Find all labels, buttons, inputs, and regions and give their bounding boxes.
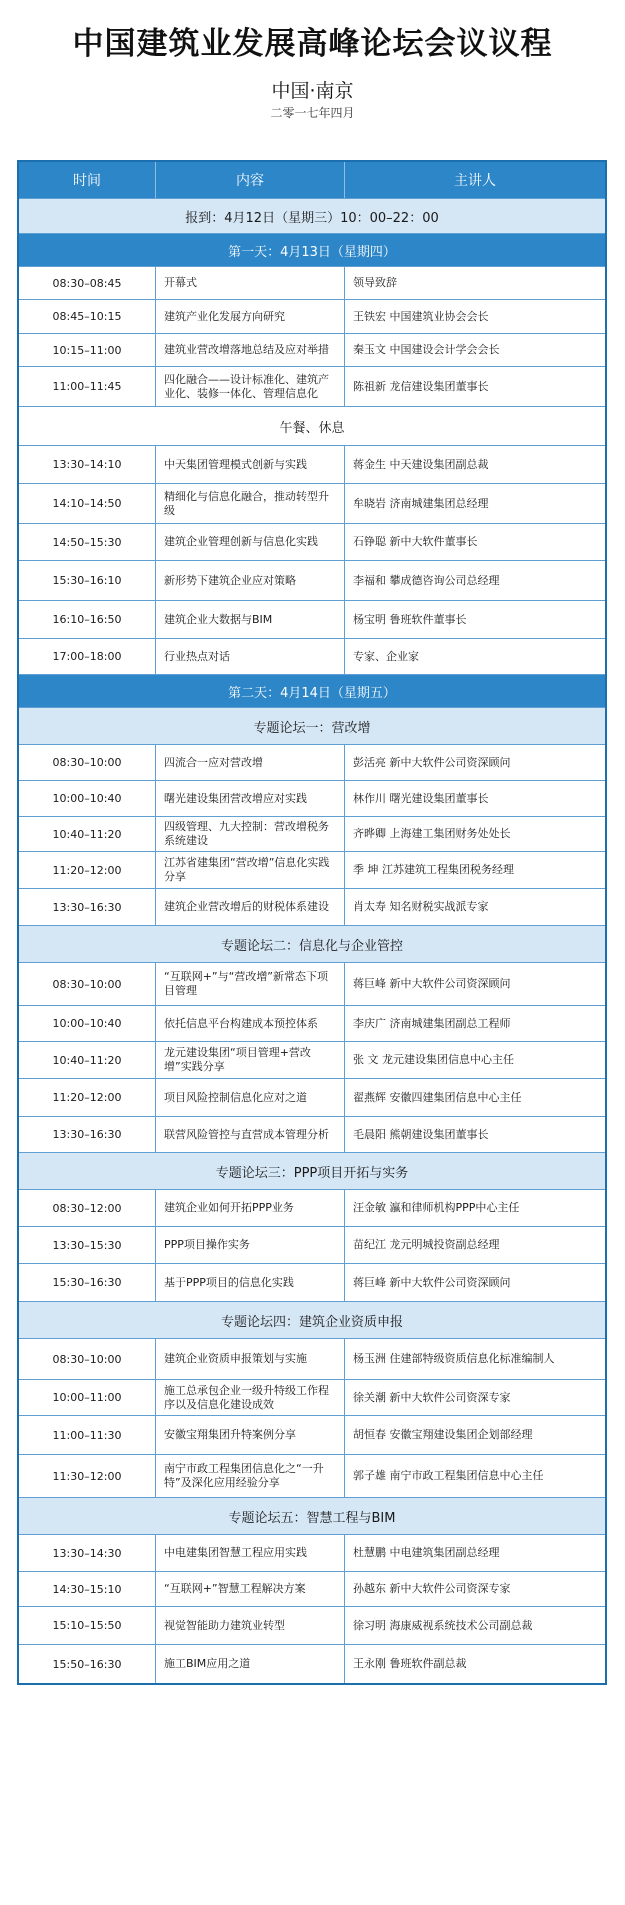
- session-speaker: 杨宝明 鲁班软件董事长: [353, 612, 467, 626]
- table-row: [19, 1338, 605, 1379]
- session-speaker: 张 文 龙元建设集团信息中心主任: [353, 1053, 514, 1066]
- registration-band: 报到：4月12日（星期三）10：00–22：00: [19, 198, 605, 233]
- table-row: [19, 1116, 605, 1152]
- column-header-content: 内容: [156, 162, 345, 198]
- session-speaker: 徐关潮 新中大软件公司资深专家: [353, 1390, 511, 1404]
- session-speaker: 郭子雄 南宁市政工程集团信息中心主任: [353, 1469, 544, 1482]
- session-time: 13:30–16:30: [19, 1117, 156, 1152]
- session-topic: PPP项目操作实务: [156, 1227, 345, 1263]
- session-time: 08:30–12:00: [19, 1190, 156, 1226]
- session-time: 08:45–10:15: [19, 300, 156, 333]
- session-topic: 江苏省建集团“营改增”信息化实践分享: [156, 852, 345, 888]
- table-row: [19, 1041, 605, 1078]
- session-topic: 四化融合——设计标准化、建筑产业化、装修一体化、管理信息化: [156, 367, 345, 406]
- lunch-break-band: 午餐、休息: [19, 406, 605, 445]
- session-speaker: 肖太寿 知名财税实战派专家: [353, 900, 489, 913]
- session-speaker: 领导致辞: [353, 276, 397, 289]
- session-topic: 精细化与信息化融合，推动转型升级: [156, 484, 345, 523]
- session-time: 15:30–16:30: [19, 1264, 156, 1301]
- session-time: 11:00–11:45: [19, 367, 156, 406]
- session-time: 11:20–12:00: [19, 1079, 156, 1116]
- table-row: [19, 523, 605, 560]
- table-row: [19, 266, 605, 299]
- session-speaker: 汪金敏 瀛和律师机构PPP中心主任: [353, 1201, 520, 1214]
- session-time: 14:30–15:10: [19, 1572, 156, 1606]
- session-topic: 建筑企业管理创新与信息化实践: [156, 524, 345, 560]
- session-topic: 依托信息平台构建成本预控体系: [156, 1006, 345, 1041]
- table-row: [19, 1226, 605, 1263]
- date-subtitle: 二零一七年四月: [270, 106, 355, 120]
- table-row: [19, 638, 605, 674]
- day-two-band: 第二天：4月14日（星期五）: [19, 674, 605, 707]
- session-time: 11:00–11:30: [19, 1416, 156, 1454]
- table-row: [19, 483, 605, 523]
- session-topic: 建筑业营改增落地总结及应对举措: [156, 334, 345, 366]
- session-speaker: 牟晓岩 济南城建集团总经理: [353, 496, 489, 510]
- session-speaker: 石铮聪 新中大软件董事长: [353, 535, 478, 548]
- session-time: 15:10–15:50: [19, 1607, 156, 1644]
- session-topic: 安徽宝翔集团升特案例分享: [156, 1416, 345, 1454]
- session-time: 13:30–14:30: [19, 1535, 156, 1571]
- table-row: [19, 333, 605, 366]
- table-header: [19, 162, 605, 198]
- page-title: 中国建筑业发展高峰论坛会议议程: [72, 26, 553, 62]
- session-time: 10:40–11:20: [19, 817, 156, 851]
- table-row: [19, 780, 605, 816]
- table-row: [19, 744, 605, 780]
- session-speaker: 王铁宏 中国建筑业协会会长: [353, 309, 489, 323]
- session-speaker: 杜慧鹏 中电建筑集团副总经理: [353, 1546, 500, 1559]
- session-speaker: 蒋巨峰 新中大软件公司资深顾问: [353, 977, 511, 990]
- session-time: 13:30–16:30: [19, 889, 156, 925]
- session-speaker: 王永刚 鲁班软件副总裁: [353, 1657, 467, 1670]
- session-topic: “互联网+”与“营改增”新常态下项目管理: [156, 963, 345, 1005]
- session-speaker: 蒋巨峰 新中大软件公司资深顾问: [353, 1275, 511, 1289]
- session-time: 08:30–10:00: [19, 1339, 156, 1379]
- session-topic: 施工总承包企业一级升特级工作程序以及信息化建设成效: [156, 1380, 345, 1415]
- session-topic: 中电建集团智慧工程应用实践: [156, 1535, 345, 1571]
- forum-5-band: 专题论坛五：智慧工程与BIM: [19, 1497, 605, 1534]
- table-row: [19, 366, 605, 406]
- table-row: [19, 962, 605, 1005]
- table-row: [19, 1078, 605, 1116]
- session-topic: 建筑企业大数据与BIM: [156, 601, 345, 638]
- table-row: [19, 1644, 605, 1683]
- session-topic: 基于PPP项目的信息化实践: [156, 1264, 345, 1301]
- session-time: 11:20–12:00: [19, 852, 156, 888]
- table-row: [19, 1005, 605, 1041]
- session-time: 16:10–16:50: [19, 601, 156, 638]
- session-speaker: 秦玉文 中国建设会计学会会长: [353, 343, 500, 356]
- session-speaker: 翟燕辉 安徽四建集团信息中心主任: [353, 1090, 522, 1104]
- session-topic: 建筑企业营改增后的财税体系建设: [156, 889, 345, 925]
- session-speaker: 陈祖新 龙信建设集团董事长: [353, 379, 489, 393]
- session-topic: 行业热点对话: [156, 639, 345, 674]
- table-row: [19, 1571, 605, 1606]
- session-speaker: 专家、企业家: [353, 649, 419, 663]
- session-topic: 开幕式: [156, 267, 345, 299]
- session-topic: 中天集团管理模式创新与实践: [156, 446, 345, 483]
- session-topic: 新形势下建筑企业应对策略: [156, 561, 345, 600]
- session-topic: “互联网+”智慧工程解决方案: [156, 1572, 345, 1606]
- session-time: 15:30–16:10: [19, 561, 156, 600]
- session-speaker: 杨玉洲 住建部特级资质信息化标准编制人: [353, 1352, 555, 1365]
- session-speaker: 徐习明 海康威视系统技术公司副总裁: [353, 1618, 533, 1632]
- session-speaker: 彭活亮 新中大软件公司资深顾问: [353, 755, 511, 769]
- table-row: [19, 299, 605, 333]
- session-time: 10:15–11:00: [19, 334, 156, 366]
- session-time: 08:30–10:00: [19, 963, 156, 1005]
- session-speaker: 季 坤 江苏建筑工程集团税务经理: [353, 863, 514, 876]
- table-row: [19, 1415, 605, 1454]
- session-topic: 联营风险管控与直营成本管理分析: [156, 1117, 345, 1152]
- table-row: [19, 445, 605, 483]
- column-header-speaker: 主讲人: [454, 173, 496, 189]
- session-speaker: 齐晔卿 上海建工集团财务处处长: [353, 827, 511, 840]
- session-topic: 四流合一应对营改增: [156, 745, 345, 780]
- session-speaker: 孙越东 新中大软件公司资深专家: [353, 1582, 511, 1595]
- session-speaker: 毛晨阳 熊朝建设集团董事长: [353, 1127, 489, 1141]
- session-topic: 建筑企业如何开拓PPP业务: [156, 1190, 345, 1226]
- table-row: [19, 1379, 605, 1415]
- forum-3-band: 专题论坛三：PPP项目开拓与实务: [19, 1152, 605, 1189]
- table-row: [19, 600, 605, 638]
- session-topic: 项目风险控制信息化应对之道: [156, 1079, 345, 1116]
- session-time: 14:10–14:50: [19, 484, 156, 523]
- session-speaker: 李福和 攀成德咨询公司总经理: [353, 573, 500, 587]
- session-time: 08:30–10:00: [19, 745, 156, 780]
- session-topic: 建筑企业资质申报策划与实施: [156, 1339, 345, 1379]
- table-row: [19, 1189, 605, 1226]
- session-topic: 龙元建设集团“项目管理+营改增”实践分享: [156, 1042, 345, 1078]
- session-topic: 南宁市政工程集团信息化之“一升特”及深化应用经验分享: [156, 1455, 345, 1497]
- session-time: 15:50–16:30: [19, 1645, 156, 1683]
- session-topic: 曙光建设集团营改增应对实践: [156, 781, 345, 816]
- location-subtitle: 中国·南京: [271, 80, 354, 102]
- table-row: [19, 1606, 605, 1644]
- agenda-table: [17, 160, 607, 1685]
- session-time: 13:30–14:10: [19, 446, 156, 483]
- forum-1-band: 专题论坛一：营改增: [19, 707, 605, 744]
- table-row: [19, 1454, 605, 1497]
- day-one-band: 第一天：4月13日（星期四）: [19, 233, 605, 266]
- session-time: 10:00–11:00: [19, 1380, 156, 1415]
- session-topic: 施工BIM应用之道: [156, 1645, 345, 1683]
- session-time: 14:50–15:30: [19, 524, 156, 560]
- session-speaker: 蒋金生 中天建设集团副总裁: [353, 457, 489, 471]
- session-time: 10:00–10:40: [19, 1006, 156, 1041]
- session-time: 10:40–11:20: [19, 1042, 156, 1078]
- table-row: [19, 1263, 605, 1301]
- table-row: [19, 888, 605, 925]
- session-topic: 四级管理、九大控制：营改增税务系统建设: [156, 817, 345, 851]
- session-time: 10:00–10:40: [19, 781, 156, 816]
- table-row: [19, 816, 605, 851]
- session-speaker: 林作川 曙光建设集团董事长: [353, 791, 489, 805]
- table-row: [19, 1534, 605, 1571]
- session-topic: 建筑产业化发展方向研究: [156, 300, 345, 333]
- session-time: 08:30–08:45: [19, 267, 156, 299]
- session-speaker: 胡恒春 安徽宝翔建设集团企划部经理: [353, 1428, 533, 1441]
- session-speaker: 苗纪江 龙元明城投资副总经理: [353, 1238, 500, 1251]
- session-speaker: 李庆广 济南城建集团副总工程师: [353, 1016, 511, 1030]
- session-time: 17:00–18:00: [19, 639, 156, 674]
- table-row: [19, 560, 605, 600]
- forum-4-band: 专题论坛四：建筑企业资质申报: [19, 1301, 605, 1338]
- session-topic: 视觉智能助力建筑业转型: [156, 1607, 345, 1644]
- forum-2-band: 专题论坛二：信息化与企业管控: [19, 925, 605, 962]
- session-time: 13:30–15:30: [19, 1227, 156, 1263]
- table-row: [19, 851, 605, 888]
- column-header-time: 时间: [19, 162, 156, 198]
- session-time: 11:30–12:00: [19, 1455, 156, 1497]
